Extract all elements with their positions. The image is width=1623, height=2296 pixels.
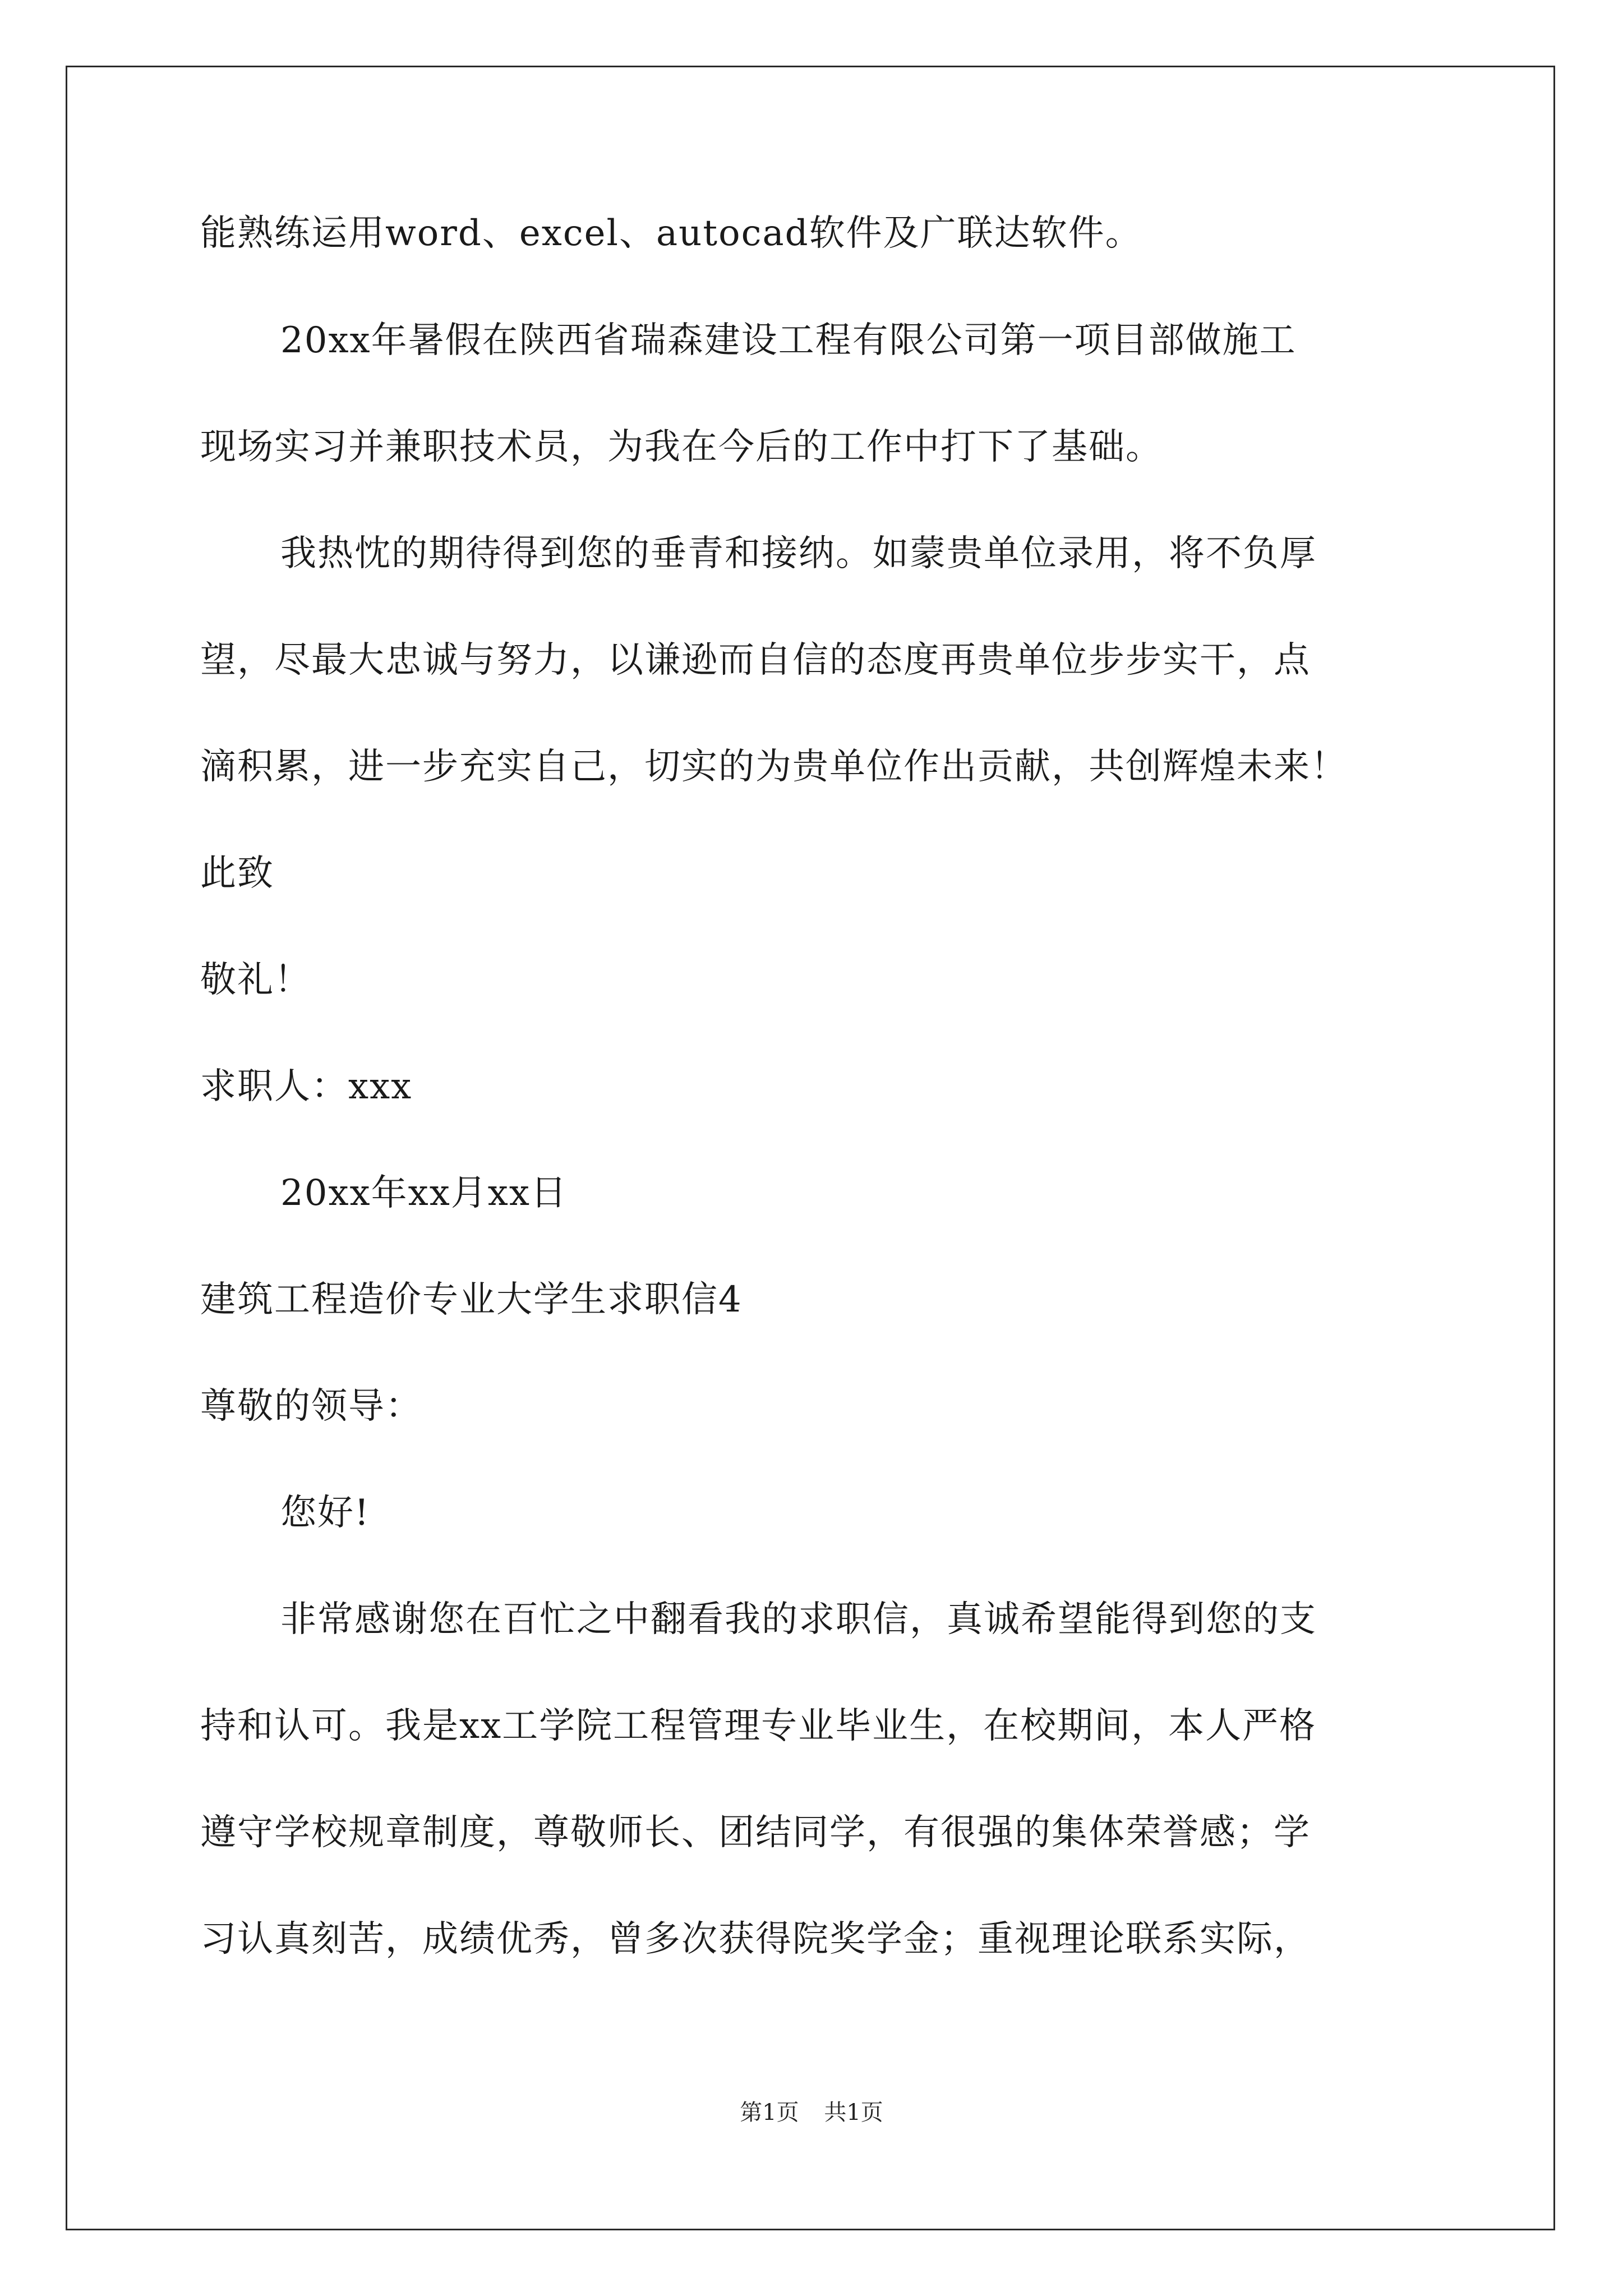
text-line: 现场实习并兼职技术员，为我在今后的工作中打下了基础。 (200, 426, 1163, 468)
text-line: 持和认可。我是xx工学院工程管理专业毕业生，在校期间，本人严格 (200, 1705, 1317, 1747)
text-line: 非常感谢您在百忙之中翻看我的求职信，真诚希望能得到您的支 (280, 1599, 1317, 1640)
greeting: 尊敬的领导： (200, 1386, 422, 1427)
page-footer (0, 2099, 1623, 2127)
text-line: 习认真刻苦，成绩优秀，曾多次获得院奖学金；重视理论联系实际， (200, 1918, 1311, 1960)
page-number-total: 共1页 (824, 2100, 883, 2125)
text-line: 能熟练运用word、excel、autocad软件及广联达软件。 (200, 213, 1142, 254)
text-line: 20xx年暑假在陕西省瑞森建设工程有限公司第一项目部做施工 (280, 320, 1297, 361)
section-title: 建筑工程造价专业大学生求职信4 (200, 1279, 743, 1320)
signature-date: 20xx年xx月xx日 (280, 1172, 568, 1214)
closing-salutation: 此致 (200, 853, 274, 894)
text-line: 滴积累，进一步充实自己，切实的为贵单位作出贡献，共创辉煌未来！ (200, 746, 1348, 788)
page-number-current: 第1页 (740, 2100, 799, 2125)
signature-applicant: 求职人：xxx (200, 1066, 413, 1107)
text-line: 望，尽最大忠诚与努力，以谦逊而自信的态度再贵单位步步实干，点 (200, 639, 1311, 681)
text-line: 遵守学校规章制度，尊敬师长、团结同学，有很强的集体荣誉感；学 (200, 1812, 1311, 1853)
greeting-hello: 您好! (280, 1492, 370, 1534)
closing-regards: 敬礼！ (200, 959, 311, 1001)
page-border (66, 66, 1555, 2230)
text-line: 我热忱的期待得到您的垂青和接纳。如蒙贵单位录用，将不负厚 (280, 533, 1317, 574)
